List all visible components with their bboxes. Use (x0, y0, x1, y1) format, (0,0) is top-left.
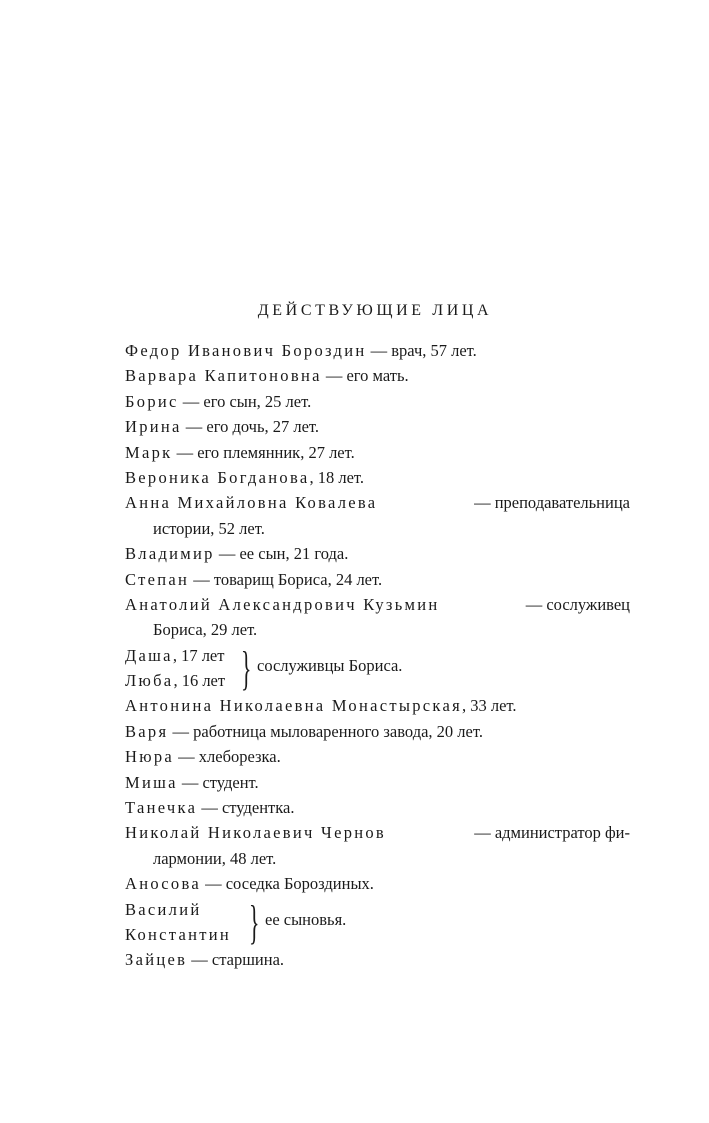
cast-entry (125, 465, 630, 490)
character-name: Аносова (125, 874, 201, 894)
character-description: , 18 лет. (309, 467, 365, 487)
character-description: — работница мыловаренного завода, 20 лет. (172, 721, 483, 741)
character-name: Федор Иванович Бороздин (125, 341, 367, 360)
cast-entry-continuation: Бориса, 29 лет. (153, 620, 258, 640)
character-name: Зайцев (125, 950, 188, 970)
character-description: — студентка. (201, 798, 295, 818)
cast-entry (125, 947, 630, 972)
character-description: — студент. (181, 772, 259, 792)
cast-entry (125, 592, 630, 617)
character-name: Вероника Богданова (125, 467, 310, 487)
character-name: Антонина Николаевна Монастырская (125, 696, 462, 716)
cast-entry (125, 693, 630, 718)
cast-entry (125, 770, 630, 795)
character-name: Анатолий Александрович Кузьмин (125, 594, 440, 614)
cast-group-colleagues (125, 643, 630, 694)
character-name: Нюра (125, 747, 175, 767)
character-name: Борис (125, 391, 179, 411)
character-description: , 16 лет (173, 671, 226, 691)
character-name: Василий (125, 899, 202, 919)
cast-entry (125, 490, 630, 515)
cast-entry (125, 897, 630, 922)
character-description: — врач, 57 лет. (370, 341, 477, 360)
character-description: — его племянник, 27 лет. (176, 442, 355, 462)
character-description: — его сын, 25 лет. (182, 391, 312, 411)
character-name: Варя (125, 721, 169, 741)
character-name: Степан (125, 569, 190, 589)
character-description: — сослуживец (525, 594, 630, 614)
character-description: — ее сын, 21 года. (218, 544, 349, 564)
character-description: — соседка Бороздиных. (205, 874, 374, 894)
character-name: Ирина (125, 417, 182, 437)
character-description: — хлеборезка. (178, 747, 281, 767)
character-description: — администратор фи- (474, 823, 630, 843)
character-description: — старшина. (191, 950, 285, 970)
character-description: , 33 лет. (461, 696, 517, 716)
brace-symbol: } (241, 641, 252, 695)
brace-symbol: } (249, 895, 260, 949)
cast-heading: ДЕЙСТВУЮЩИЕ ЛИЦА (257, 302, 493, 319)
cast-entry (125, 567, 630, 592)
cast-list (125, 338, 630, 973)
cast-entry (125, 820, 630, 845)
cast-entry (125, 440, 630, 465)
character-name: Константин (125, 925, 232, 944)
cast-entry (125, 363, 630, 388)
cast-entry (125, 338, 630, 363)
cast-entry-continuation: лармонии, 48 лет. (153, 848, 277, 868)
character-name: Люба (125, 671, 174, 691)
character-description: — его мать. (325, 366, 409, 386)
cast-entry (125, 744, 630, 769)
character-description: — преподавательница (474, 493, 630, 513)
character-description: — товарищ Бориса, 24 лет. (193, 569, 383, 589)
cast-entry (125, 719, 630, 744)
character-name: Анна Михайловна Ковалева (125, 493, 378, 513)
cast-group-sons (125, 897, 630, 948)
character-name: Николай Николаевич Чернов (125, 823, 387, 843)
cast-entry (125, 795, 630, 820)
cast-entry (125, 541, 630, 566)
character-name: Даша (125, 645, 173, 665)
cast-entry (125, 389, 630, 414)
cast-entry (125, 871, 630, 896)
character-name: Марк (125, 442, 173, 462)
cast-entry-continuation: истории, 52 лет. (153, 518, 265, 538)
group-description: ее сыновья. (265, 909, 347, 929)
character-name: Владимир (125, 544, 215, 564)
character-name: Варвара Капитоновна (125, 366, 322, 386)
character-description: — его дочь, 27 лет. (185, 417, 320, 437)
cast-entry (125, 414, 630, 439)
character-name: Танечка (125, 798, 198, 818)
character-name: Миша (125, 772, 178, 792)
character-description: , 17 лет (172, 645, 225, 665)
group-description: сослуживцы Бориса. (257, 655, 403, 675)
cast-entry (125, 922, 630, 947)
